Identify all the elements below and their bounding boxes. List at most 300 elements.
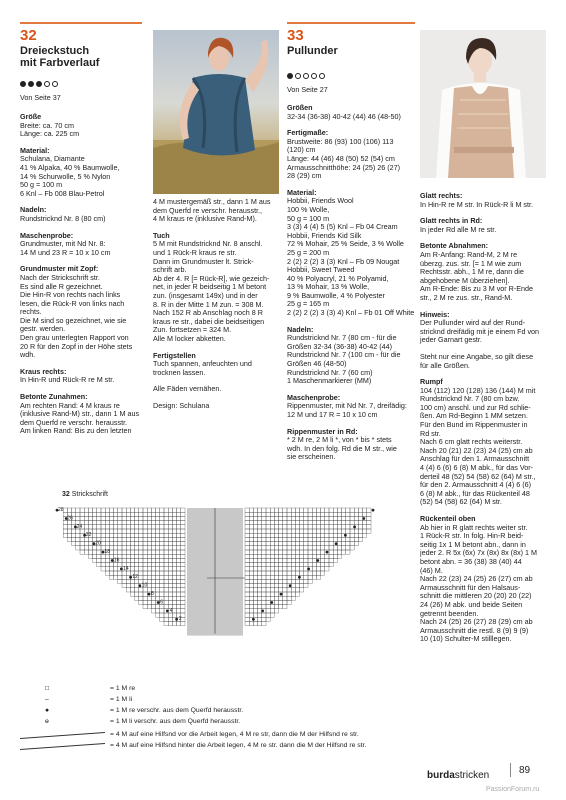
chart-cell <box>105 508 109 512</box>
chart-cell <box>63 508 67 512</box>
chart-cell <box>97 550 101 554</box>
chart-cell <box>262 575 266 579</box>
chart-cell <box>304 542 308 546</box>
chart-cell <box>283 600 287 604</box>
chart-cell <box>172 571 176 575</box>
chart-cell <box>258 592 262 596</box>
chart-cell <box>279 554 283 558</box>
chart-cell <box>258 563 262 567</box>
chart-cell <box>93 529 97 533</box>
chart-cell <box>114 550 118 554</box>
chart-cell <box>295 546 299 550</box>
chart-cell <box>164 550 168 554</box>
chart-cell <box>358 537 362 541</box>
chart-cell <box>67 537 71 541</box>
chart-dot <box>298 576 301 579</box>
chart-cell <box>135 533 139 537</box>
chart-cell <box>258 521 262 525</box>
chart-cell <box>164 605 168 609</box>
chart-cell <box>304 575 308 579</box>
chart-cell <box>84 542 88 546</box>
chart-cell <box>274 525 278 529</box>
legend-text: = 1 M li <box>110 696 133 703</box>
chart-cell <box>279 542 283 546</box>
chart-cell <box>249 516 253 520</box>
legend-row <box>20 696 132 704</box>
chart-cell <box>287 537 291 541</box>
chart-cell <box>266 537 270 541</box>
chart-cell <box>279 516 283 520</box>
chart-cell <box>130 508 134 512</box>
chart-cell <box>147 550 151 554</box>
chart-cell <box>266 579 270 583</box>
chart-cell <box>321 512 325 516</box>
chart-cell <box>151 605 155 609</box>
chart-cell <box>304 584 308 588</box>
chart-cell <box>274 588 278 592</box>
chart-cell <box>164 617 168 621</box>
chart-cell <box>101 533 105 537</box>
chart-cell <box>266 596 270 600</box>
instruction-heading: Größe <box>20 112 42 121</box>
chart-cell <box>249 621 253 625</box>
chart-cell <box>151 584 155 588</box>
chart-cell <box>168 554 172 558</box>
chart-cell <box>156 554 160 558</box>
chart-cell <box>168 550 172 554</box>
chart-cell <box>312 529 316 533</box>
chart-cell <box>249 571 253 575</box>
chart-cell <box>321 554 325 558</box>
chart-cell <box>151 567 155 571</box>
chart-cell <box>147 605 151 609</box>
chart-cell <box>72 542 76 546</box>
chart-cell <box>279 563 283 567</box>
chart-cell <box>249 588 253 592</box>
chart-cell <box>333 516 337 520</box>
chart-cell <box>253 592 257 596</box>
chart-cell <box>143 533 147 537</box>
chart-cell <box>300 533 304 537</box>
chart-cell <box>151 571 155 575</box>
chart-cell <box>151 558 155 562</box>
chart-cell <box>172 537 176 541</box>
chart-cell <box>156 546 160 550</box>
chart-cell <box>249 592 253 596</box>
chart-cell <box>270 613 274 617</box>
chart-cell <box>258 537 262 541</box>
chart-cell <box>139 533 143 537</box>
legend-text: = 4 M auf eine Hilfsnd hinter die Arbeit legen, 4 M re str. dann die M der Hilfsnd re str. <box>110 742 367 749</box>
chart-cell <box>122 529 126 533</box>
chart-cell <box>181 512 185 516</box>
chart-cell <box>93 533 97 537</box>
chart-cell <box>177 596 181 600</box>
chart-cell <box>253 596 257 600</box>
chart-cell <box>342 550 346 554</box>
instruction-block <box>420 192 552 209</box>
chart-dot <box>307 568 310 571</box>
chart-cell <box>76 533 80 537</box>
chart-cell <box>253 533 257 537</box>
chart-cell <box>270 546 274 550</box>
chart-cell <box>279 521 283 525</box>
chart-cell <box>308 533 312 537</box>
instruction-heading: Fertigmaße: <box>287 128 329 138</box>
instruction-block <box>20 368 148 385</box>
chart-cell <box>337 546 341 550</box>
chart-cell <box>118 521 122 525</box>
chart-cell <box>258 621 262 625</box>
chart-cell <box>151 516 155 520</box>
instruction-block <box>20 206 148 223</box>
chart-cell <box>253 546 257 550</box>
chart-cell <box>258 516 262 520</box>
chart-cell <box>300 542 304 546</box>
instructions-column-2 <box>153 198 281 418</box>
chart-cell <box>262 550 266 554</box>
chart-cell <box>245 512 249 516</box>
chart-cell <box>109 508 113 512</box>
chart-cell <box>253 537 257 541</box>
chart-cell <box>358 508 362 512</box>
chart-cell <box>287 554 291 558</box>
rating-dot <box>319 73 325 79</box>
chart-cell <box>253 609 257 613</box>
chart-cell <box>63 533 67 537</box>
chart-cell <box>109 533 113 537</box>
rating-dot <box>303 73 309 79</box>
chart-cell <box>80 537 84 541</box>
chart-cell <box>270 516 274 520</box>
chart-cell <box>143 575 147 579</box>
chart-cell <box>295 512 299 516</box>
chart-cell <box>287 575 291 579</box>
chart-cell <box>245 521 249 525</box>
chart-cell <box>143 529 147 533</box>
chart-cell <box>84 508 88 512</box>
chart-cell <box>321 521 325 525</box>
chart-cell <box>143 558 147 562</box>
chart-cell <box>287 542 291 546</box>
chart-cell <box>151 537 155 541</box>
chart-cell <box>72 537 76 541</box>
chart-cell <box>312 516 316 520</box>
chart-cell <box>88 546 92 550</box>
row-number: 28 <box>58 507 64 513</box>
chart-cell <box>97 512 101 516</box>
chart-cell <box>245 567 249 571</box>
chart-cell <box>283 525 287 529</box>
chart-cell <box>164 584 168 588</box>
chart-cell <box>316 512 320 516</box>
chart-cell <box>76 508 80 512</box>
chart-cell <box>312 512 316 516</box>
chart-cell <box>168 516 172 520</box>
chart-cell <box>160 588 164 592</box>
chart-cell <box>135 546 139 550</box>
chart-cell <box>300 567 304 571</box>
chart-cell <box>151 508 155 512</box>
chart-cell <box>156 584 160 588</box>
rating-dot <box>36 81 42 87</box>
chart-cell <box>160 575 164 579</box>
chart-cell <box>245 579 249 583</box>
chart-cell <box>181 584 185 588</box>
chart-cell <box>172 542 176 546</box>
chart-cell <box>266 546 270 550</box>
chart-cell <box>139 596 143 600</box>
chart-cell <box>258 533 262 537</box>
chart-cell <box>253 512 257 516</box>
chart-cell <box>164 558 168 562</box>
chart-cell <box>346 550 350 554</box>
chart-cell <box>245 596 249 600</box>
chart-cell <box>270 567 274 571</box>
chart-cell <box>258 542 262 546</box>
chart-cell <box>354 533 358 537</box>
instructions-column-1 <box>20 113 148 444</box>
chart-cell <box>279 546 283 550</box>
chart-cell <box>80 512 84 516</box>
chart-cell <box>249 613 253 617</box>
chart-cell <box>249 537 253 541</box>
chart-cell <box>118 525 122 529</box>
instruction-text: Rundstricknd Nr. 8 (80 cm) <box>20 213 106 223</box>
chart-cell <box>262 529 266 533</box>
chart-cell <box>287 512 291 516</box>
chart-cell <box>300 512 304 516</box>
chart-cell <box>325 563 329 567</box>
chart-cell <box>329 537 333 541</box>
chart-cell <box>266 588 270 592</box>
chart-cell <box>135 512 139 516</box>
chart-cell <box>245 575 249 579</box>
chart-cell <box>321 533 325 537</box>
instruction-text: 4 M mustergemäß str., dann 1 M aus dem Querfd re verschr. herausstr., 4 M kraus re (inklusive Rand-M). <box>153 197 271 224</box>
chart-cell <box>291 550 295 554</box>
chart-cell <box>283 584 287 588</box>
instruction-text: Grundmuster, mit Nd Nr. 8: 14 M und 23 R = 10 x 10 cm <box>20 239 111 257</box>
chart-cell <box>156 525 160 529</box>
chart-cell <box>114 571 118 575</box>
chart-cell <box>97 554 101 558</box>
chart-cell <box>122 554 126 558</box>
chart-cell <box>147 600 151 604</box>
instruction-heading: Betonte Abnahmen: <box>420 241 489 251</box>
chart-cell <box>316 554 320 558</box>
chart-cell <box>329 516 333 520</box>
chart-cell <box>114 575 118 579</box>
chart-cell <box>262 512 266 516</box>
chart-cell <box>245 613 249 617</box>
row-number: 22 <box>85 532 92 539</box>
chart-cell <box>164 525 168 529</box>
chart-cell <box>156 529 160 533</box>
instruction-text: In Hin-R und Rück-R re M str. <box>20 375 115 385</box>
chart-cell <box>329 563 333 567</box>
chart-cell <box>350 508 354 512</box>
chart-cell <box>147 542 151 546</box>
chart-cell <box>258 588 262 592</box>
chart-cell <box>274 542 278 546</box>
chart-cell <box>109 575 113 579</box>
chart-cell <box>156 592 160 596</box>
chart-cell <box>262 571 266 575</box>
chart-cell <box>304 537 308 541</box>
chart-cell <box>151 512 155 516</box>
instruction-heading: Glatt rechts: <box>420 191 463 200</box>
chart-cell <box>93 512 97 516</box>
chart-cell <box>262 613 266 617</box>
legend-row <box>20 707 243 715</box>
chart-cell <box>76 537 80 541</box>
chart-cell <box>274 600 278 604</box>
chart-cell <box>164 554 168 558</box>
chart-cell <box>253 558 257 562</box>
chart-cell <box>279 537 283 541</box>
chart-cell <box>279 550 283 554</box>
from-page-32: Von Seite 37 <box>20 93 61 102</box>
chart-cell <box>118 542 122 546</box>
chart-cell <box>291 512 295 516</box>
chart-cell <box>266 605 270 609</box>
instruction-text: Der Pullunder wird auf der Rund- stricknd dreifädig mit je einem Fd von jeder Garnart gestr. <box>420 318 540 345</box>
chart-cell <box>346 521 350 525</box>
chart-cell <box>337 550 341 554</box>
chart-cell <box>266 529 270 533</box>
chart-cell <box>245 621 249 625</box>
chart-cell <box>118 512 122 516</box>
legend-symbol: ● <box>45 707 50 714</box>
legend-row <box>20 718 240 726</box>
chart-cell <box>160 617 164 621</box>
instruction-heading: Betonte Zunahmen: <box>20 392 88 402</box>
chart-cell <box>262 508 266 512</box>
chart-cell <box>258 584 262 588</box>
chart-cell <box>321 571 325 575</box>
instruction-heading: Maschenprobe: <box>287 392 341 402</box>
chart-cell <box>88 516 92 520</box>
chart-cell <box>147 563 151 567</box>
chart-cell <box>164 600 168 604</box>
chart-cell <box>130 516 134 520</box>
chart-cell <box>295 579 299 583</box>
chart-cell <box>253 579 257 583</box>
chart-cell <box>262 558 266 562</box>
chart-cell <box>258 613 262 617</box>
chart-cell <box>308 529 312 533</box>
instruction-text: Steht nur eine Angabe, so gilt diese für alle Größen. <box>420 351 534 370</box>
chart-cell <box>279 579 283 583</box>
pattern-number-33: 33 <box>287 27 304 44</box>
chart-dot <box>335 542 338 545</box>
chart-cell <box>270 537 274 541</box>
chart-cell <box>143 592 147 596</box>
chart-cell <box>312 550 316 554</box>
chart-cell <box>245 550 249 554</box>
chart-cell <box>300 521 304 525</box>
chart-cell <box>118 537 122 541</box>
chart-cell <box>122 521 126 525</box>
chart-cell <box>143 605 147 609</box>
chart-cell <box>321 529 325 533</box>
instruction-heading: Material: <box>287 187 317 197</box>
chart-cell <box>177 605 181 609</box>
chart-cell <box>172 592 176 596</box>
chart-cell <box>172 512 176 516</box>
chart-cell <box>245 563 249 567</box>
chart-cell <box>333 537 337 541</box>
instruction-text: Tuch spannen, anfeuchten und trocknen lassen. <box>153 359 252 377</box>
chart-cell <box>329 512 333 516</box>
chart-cell <box>308 508 312 512</box>
chart-cell <box>143 542 147 546</box>
chart-cell <box>308 579 312 583</box>
chart-cell <box>177 550 181 554</box>
chart-cell <box>342 546 346 550</box>
chart-cell <box>105 533 109 537</box>
chart-cell <box>177 533 181 537</box>
chart-cell <box>143 563 147 567</box>
chart-cell <box>151 600 155 604</box>
chart-cell <box>151 533 155 537</box>
chart-cell <box>266 567 270 571</box>
chart-cell <box>337 542 341 546</box>
chart-cell <box>270 512 274 516</box>
chart-cell <box>266 525 270 529</box>
chart-cell <box>168 617 172 621</box>
chart-cell <box>164 512 168 516</box>
legend-text: = 1 M re <box>110 685 136 692</box>
chart-cell <box>130 592 134 596</box>
row-number: 18 <box>104 549 111 555</box>
chart-cell <box>253 508 257 512</box>
chart-cell <box>333 508 337 512</box>
instruction-block <box>420 311 552 345</box>
chart-cell <box>88 512 92 516</box>
instruction-block <box>420 242 552 302</box>
chart-cell <box>126 542 130 546</box>
chart-cell <box>367 508 371 512</box>
chart-cell <box>143 508 147 512</box>
chart-cell <box>321 542 325 546</box>
footer-divider <box>510 763 511 777</box>
chart-cell <box>308 521 312 525</box>
chart-cell <box>333 529 337 533</box>
chart-cell <box>354 516 358 520</box>
chart-cell <box>177 525 181 529</box>
chart-cell <box>181 588 185 592</box>
chart-cell <box>270 588 274 592</box>
chart-cell <box>114 567 118 571</box>
chart-cell <box>363 521 367 525</box>
chart-cell <box>101 542 105 546</box>
chart-cell <box>135 596 139 600</box>
chart-cell <box>304 525 308 529</box>
chart-cell <box>76 516 80 520</box>
chart-cell <box>287 571 291 575</box>
chart-cell <box>109 567 113 571</box>
chart-cell <box>342 542 346 546</box>
chart-cell <box>245 508 249 512</box>
chart-cell <box>164 537 168 541</box>
chart-cell <box>164 508 168 512</box>
chart-cell <box>130 584 134 588</box>
chart-cell <box>312 521 316 525</box>
chart-cell <box>258 525 262 529</box>
chart-cell <box>97 521 101 525</box>
